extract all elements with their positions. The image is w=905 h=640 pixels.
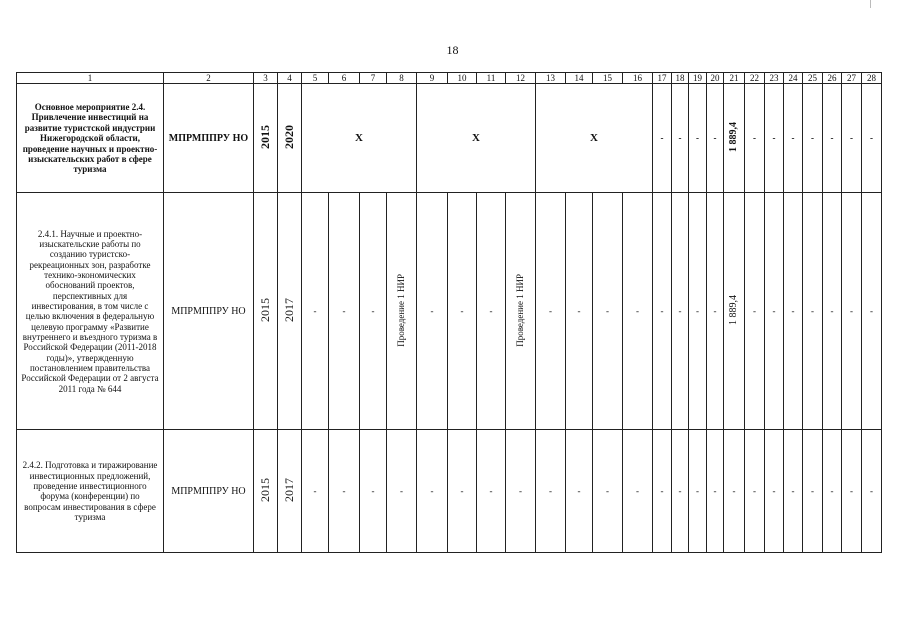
x-mark-cell [536, 84, 653, 193]
column-header: 7 [360, 73, 387, 84]
executor: МПРМППРУ НО [164, 430, 254, 553]
value-cell: - [360, 193, 387, 430]
table-row-activity-2-4-2 [17, 430, 882, 553]
value-cell: - [593, 430, 623, 553]
column-header: 8 [387, 73, 417, 84]
end-year-cell [278, 430, 302, 553]
value-cell: - [653, 84, 672, 193]
column-header: 16 [623, 73, 653, 84]
column-header: 5 [302, 73, 329, 84]
column-header: 20 [707, 73, 724, 84]
value-cell: - [803, 84, 823, 193]
x-mark-cell [302, 84, 417, 193]
event-cell [387, 193, 417, 430]
value-cell: - [803, 193, 823, 430]
value-cell: - [745, 84, 765, 193]
table-row-main-activity [17, 84, 882, 193]
value-cell: - [862, 84, 882, 193]
value-cell: - [653, 430, 672, 553]
value-cell: - [842, 84, 862, 193]
column-header: 1 [17, 73, 164, 84]
column-header: 18 [672, 73, 689, 84]
value-cell: - [566, 193, 593, 430]
end-year-cell [278, 84, 302, 193]
value-cell: - [477, 430, 506, 553]
start-year: 2015 [257, 298, 272, 323]
activity-name: 2.4.2. Подготовка и тиражирование инвестиционных предложений, проведение инвестиционного форума (конференции) по вопросам инвестирования в сфере туризма [17, 430, 164, 553]
column-header: 28 [862, 73, 882, 84]
value-cell: - [707, 193, 724, 430]
activity-name: Основное мероприятие 2.4. Привлечение инвестиций на развитие туристской индустрии Нижегородской области, проведение научных и проектно-изыскательских работ в сфере туризма [17, 84, 164, 193]
value-cell: - [506, 430, 536, 553]
value-cell: - [672, 84, 689, 193]
end-year: 2017 [281, 478, 296, 503]
value-cell: - [623, 430, 653, 553]
value-cell: - [707, 84, 724, 193]
event-label: Проведение 1 НИР [515, 273, 526, 347]
column-header: 4 [278, 73, 302, 84]
column-header: 9 [417, 73, 448, 84]
column-header: 22 [745, 73, 765, 84]
value-cell: - [689, 84, 707, 193]
table-row-activity-2-4-1 [17, 193, 882, 430]
value-cell: - [689, 430, 707, 553]
column-header: 24 [784, 73, 803, 84]
value-cell: - [784, 193, 803, 430]
end-year: 2017 [281, 298, 296, 323]
column-header: 13 [536, 73, 566, 84]
activities-table [16, 72, 882, 553]
value-cell: - [672, 193, 689, 430]
value-cell: - [689, 193, 707, 430]
value-cell: - [823, 430, 842, 553]
value-cell: - [862, 193, 882, 430]
value-cell: - [387, 430, 417, 553]
column-header: 17 [653, 73, 672, 84]
value-cell: - [765, 193, 784, 430]
executor: МПРМППРУ НО [164, 193, 254, 430]
value-cell: - [302, 430, 329, 553]
column-header: 14 [566, 73, 593, 84]
column-header: 2 [164, 73, 254, 84]
table-header-row [17, 73, 882, 84]
value-cell: - [842, 430, 862, 553]
column-header: 12 [506, 73, 536, 84]
event-cell [506, 193, 536, 430]
start-year-cell [254, 84, 278, 193]
value-cell: - [784, 84, 803, 193]
value-cell: - [765, 430, 784, 553]
value-cell: - [707, 430, 724, 553]
value-cell: - [765, 84, 784, 193]
value-cell: - [745, 193, 765, 430]
value-cell: - [448, 430, 477, 553]
value-cell: - [842, 193, 862, 430]
end-year-cell [278, 193, 302, 430]
column-header: 21 [724, 73, 745, 84]
start-year: 2015 [257, 478, 272, 503]
activity-name: 2.4.1. Научные и проектно-изыскательские работы по созданию туристско-рекреационных зон, разработке технико-экономических обоснований проектов, перспективных для инвестирования, в том числе с целью включения в федеральную целевую программу «Развитие внутреннего и въездного туризма в Российской Федерации (2011-2018 годы)», утвержденную постановлением правительства Российской Федерации от 2 августа 2011 года № 644 [17, 193, 164, 430]
value-cell: - [536, 430, 566, 553]
page-number: 18 [446, 43, 459, 57]
x-mark: Х [472, 132, 480, 145]
column-header: 6 [329, 73, 360, 84]
value-cell: - [823, 193, 842, 430]
column-header: 15 [593, 73, 623, 84]
executor: МПРМППРУ НО [164, 84, 254, 193]
column-header: 23 [765, 73, 784, 84]
value-cell: - [784, 430, 803, 553]
start-year: 2015 [257, 125, 272, 150]
value-cell: - [623, 193, 653, 430]
value-cell: - [417, 430, 448, 553]
start-year-cell [254, 193, 278, 430]
column-header: 11 [477, 73, 506, 84]
value-cell: - [745, 430, 765, 553]
value-cell: - [823, 84, 842, 193]
value-cell: - [329, 430, 360, 553]
value-cell: - [417, 193, 448, 430]
end-year: 2020 [281, 125, 296, 150]
column-header: 25 [803, 73, 823, 84]
x-mark-cell [417, 84, 536, 193]
value-cell: - [653, 193, 672, 430]
amount-cell [724, 193, 745, 430]
column-header: 26 [823, 73, 842, 84]
value-cell: - [448, 193, 477, 430]
x-mark: Х [590, 132, 598, 145]
value-cell: - [862, 430, 882, 553]
value-cell: - [724, 430, 745, 553]
value-cell: - [672, 430, 689, 553]
value-cell: - [536, 193, 566, 430]
amount: 1 889,4 [728, 295, 740, 326]
amount: 1 889,4 [728, 122, 740, 153]
event-label: Проведение 1 НИР [396, 273, 407, 347]
column-header: 19 [689, 73, 707, 84]
amount-cell [724, 84, 745, 193]
column-header: 10 [448, 73, 477, 84]
value-cell: - [329, 193, 360, 430]
page-edge-line [870, 0, 891, 8]
value-cell: - [477, 193, 506, 430]
value-cell: - [593, 193, 623, 430]
x-mark: Х [355, 132, 363, 145]
value-cell: - [302, 193, 329, 430]
column-header: 27 [842, 73, 862, 84]
start-year-cell [254, 430, 278, 553]
value-cell: - [803, 430, 823, 553]
value-cell: - [566, 430, 593, 553]
value-cell: - [360, 430, 387, 553]
column-header: 3 [254, 73, 278, 84]
